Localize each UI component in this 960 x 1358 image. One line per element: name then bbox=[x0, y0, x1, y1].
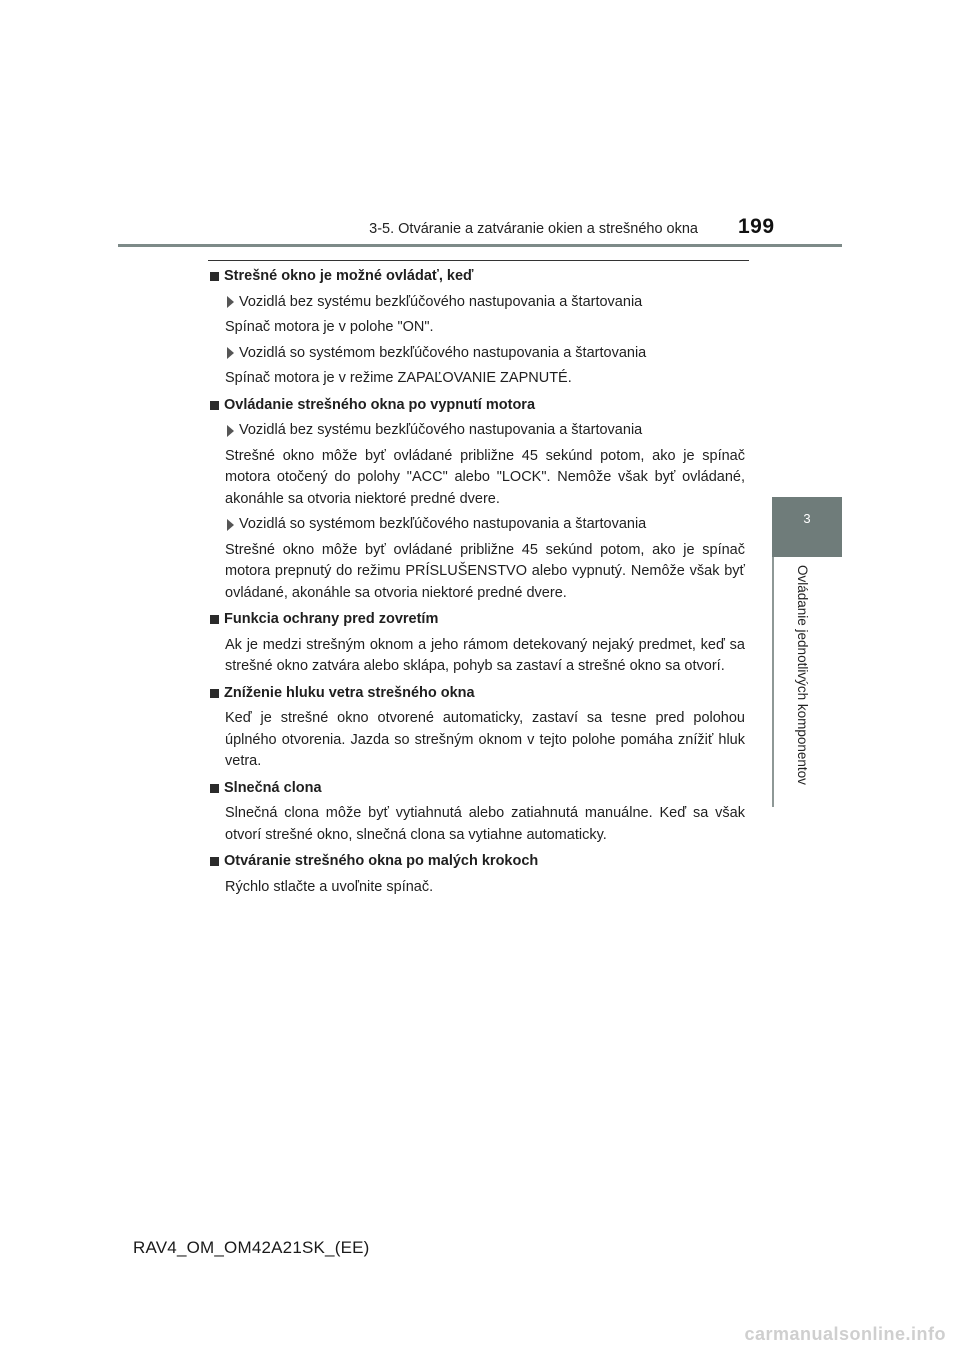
triangle-bullet-icon bbox=[227, 519, 234, 531]
paragraph: Slnečná clona môže byť vytiahnutá alebo zatiahnutá manuálne. Keď sa však otvorí strešné okno, slnečná clona sa vytiahne automaticky. bbox=[225, 805, 745, 843]
heading-text: Otváranie strešného okna po malých krokoch bbox=[224, 853, 539, 869]
triangle-bullet-icon bbox=[227, 425, 234, 437]
section-heading bbox=[210, 683, 745, 705]
section-after-engine-off bbox=[210, 395, 745, 605]
subsection-label-text: Vozidlá bez systému bezkľúčového nastupovania a štartovania bbox=[239, 293, 643, 310]
running-header-title: 3-5. Otváranie a zatváranie okien a strešného okna bbox=[369, 221, 698, 237]
square-bullet-icon bbox=[210, 615, 219, 624]
heading-text: Funkcia ochrany pred zovretím bbox=[224, 611, 439, 627]
section-small-steps bbox=[210, 851, 745, 898]
content-top-rule bbox=[208, 260, 749, 261]
paragraph: Rýchlo stlačte a uvoľnite spínač. bbox=[225, 878, 434, 895]
subsection-label bbox=[210, 514, 745, 536]
paragraph: Strešné okno môže byť ovládané približne 45 sekúnd potom, ako je spínač motora prepnutý do režimu PRÍSLUŠENSTVO alebo vypnutý. Nemôže však byť ovládané, akonáhle sa otvoria niektoré predné dvere. bbox=[225, 541, 745, 601]
heading-text: Slnečná clona bbox=[224, 779, 322, 796]
square-bullet-icon bbox=[210, 857, 219, 866]
subsection-label bbox=[210, 420, 745, 442]
triangle-bullet-icon bbox=[227, 296, 234, 308]
subsection-label-text: Vozidlá so systémom bezkľúčového nastupovania a štartovania bbox=[239, 344, 647, 361]
section-operable-when bbox=[210, 266, 745, 390]
chapter-number: 3 bbox=[803, 511, 811, 526]
subsection-label bbox=[210, 343, 745, 365]
document-code: RAV4_OM_OM42A21SK_(EE) bbox=[133, 1238, 370, 1257]
subsection-label-text: Vozidlá bez systému bezkľúčového nastupovania a štartovania bbox=[239, 422, 643, 438]
section-heading bbox=[210, 395, 745, 417]
square-bullet-icon bbox=[210, 272, 219, 281]
subsection-label-text: Vozidlá so systémom bezkľúčového nastupovania a štartovania bbox=[239, 516, 647, 532]
square-bullet-icon bbox=[210, 689, 219, 698]
header-rule bbox=[118, 244, 842, 247]
section-heading bbox=[210, 851, 745, 873]
heading-text: Strešné okno je možné ovládať, keď bbox=[224, 268, 474, 284]
section-heading bbox=[210, 778, 745, 800]
section-heading bbox=[210, 609, 745, 631]
heading-text: Zníženie hluku vetra strešného okna bbox=[224, 684, 475, 701]
heading-text: Ovládanie strešného okna po vypnutí motora bbox=[224, 396, 536, 413]
square-bullet-icon bbox=[210, 401, 219, 410]
subsection-label bbox=[210, 292, 745, 314]
page-number: 199 bbox=[738, 215, 775, 238]
chapter-title: Ovládanie jednotlivých komponentov bbox=[795, 565, 810, 785]
section-heading bbox=[210, 266, 745, 288]
section-wind-noise bbox=[210, 683, 745, 773]
paragraph: Keď je strešné okno otvorené automaticky, zastaví sa tesne pred polohou úplného otvorenia. Jazda so strešným oknom v tejto polohe pomáha znížiť hluk vetra. bbox=[225, 710, 745, 769]
paragraph: Ak je medzi strešným oknom a jeho rámom detekovaný nejaký predmet, keď sa strešné okno zatvára alebo sklápa, pohyb sa zastaví a strešné okno sa otvorí. bbox=[225, 636, 745, 674]
section-sunshade bbox=[210, 778, 745, 847]
section-jam-protection bbox=[210, 609, 745, 678]
paragraph: Spínač motora je v režime ZAPAĽOVANIE ZAPNUTÉ. bbox=[225, 370, 572, 386]
paragraph: Strešné okno môže byť ovládané približne 45 sekúnd potom, ako je spínač motora otočený do polohy "ACC" alebo "LOCK". Nemôže však byť ovládané, akonáhle sa otvoria niektoré predné dvere. bbox=[225, 447, 745, 507]
content-body bbox=[210, 266, 745, 903]
chapter-tab bbox=[772, 497, 842, 557]
triangle-bullet-icon bbox=[227, 347, 234, 359]
watermark: carmanualsonline.info bbox=[744, 1324, 946, 1344]
paragraph: Spínač motora je v polohe "ON". bbox=[225, 319, 434, 335]
square-bullet-icon bbox=[210, 784, 219, 793]
